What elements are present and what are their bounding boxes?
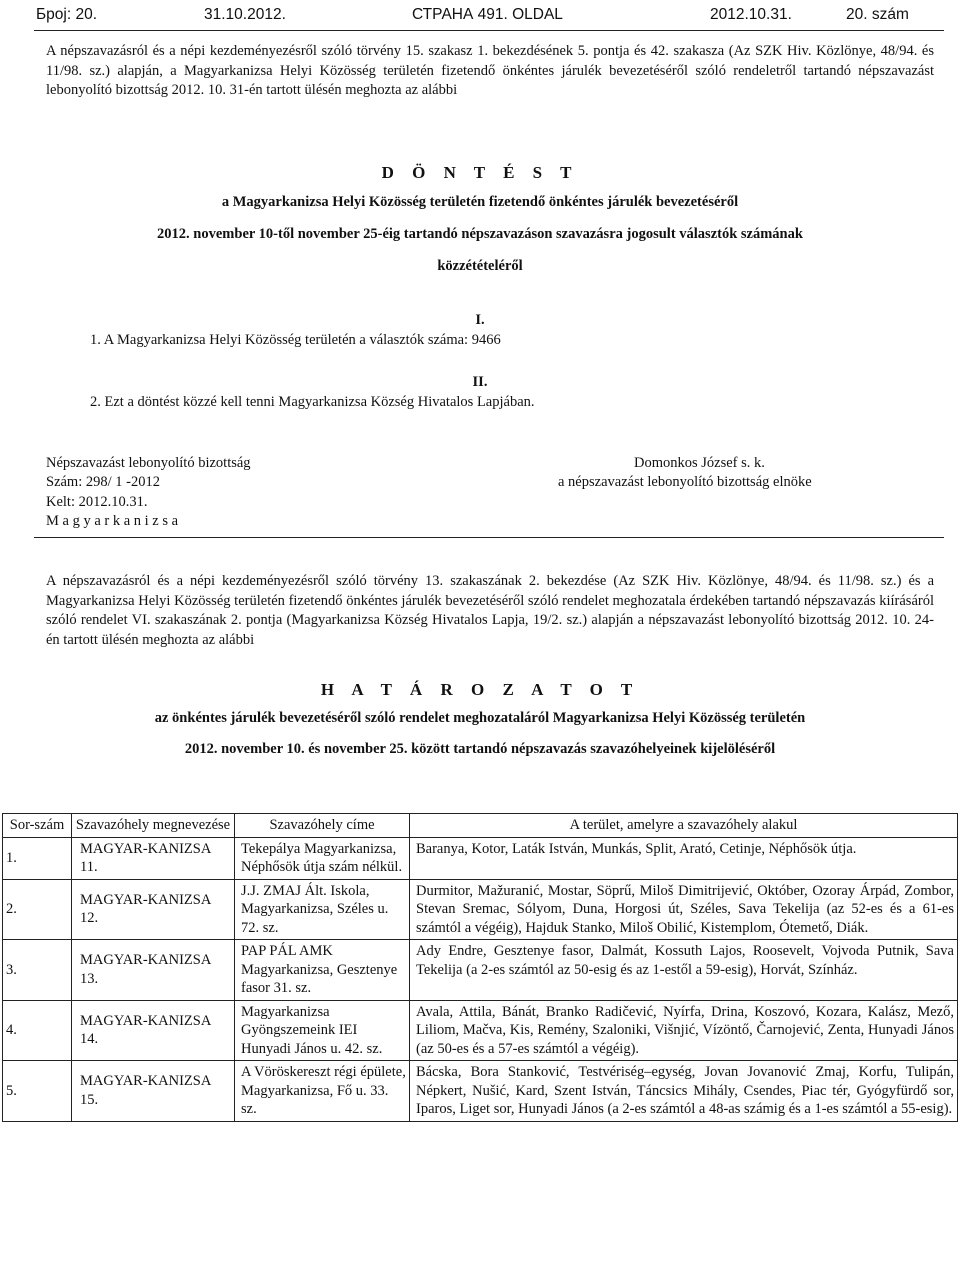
station-address: Magyarkanizsa Gyöngszemeink IEI Hunyadi János u. 42. sz.: [235, 1000, 410, 1061]
station-address: A Vöröskereszt régi épülete, Magyarkanizsa, Fő u. 33. sz.: [235, 1061, 410, 1122]
table-row: [3, 1000, 958, 1061]
resolution-subtitle-1: az önkéntes járulék bevezetéséről szóló rendelet meghozataláról Magyarkanizsa Helyi Közösség területén: [154, 710, 806, 726]
page-header: [34, 0, 944, 31]
table-row: [3, 837, 958, 879]
place-name: M a g y a r k a n i z s a: [46, 513, 179, 529]
station-name: MAGYAR-KANIZSA 15.: [72, 1061, 235, 1122]
section-1-text: 1. A Magyarkanizsa Helyi Közösség területén a választók száma: 9466: [90, 332, 501, 348]
polling-stations-table: [2, 813, 958, 1122]
resolution-intro: A népszavazásról és a népi kezdeményezésről szóló törvény 13. szakaszának 2. bekezdése (Az SZK Hiv. Közlönye, 48/94. és 11/98. sz.) és a Magyarkanizsa Helyi Közösség területén fizetendő önkéntes járulék bevezetéséről szóló rendelet meghozatala érdekében tartandó népszavazás kiírásáról szóló rendelet VI. szakaszának 2. pontja (Magyarkanizsa Község Hivatalos Lapja, 19/2. sz.) alapján a népszavazást lebonyolító bizottság 2012. 10. 24-én tartott ülésén meghozta az alábbi: [46, 573, 934, 648]
row-number: 1.: [3, 837, 72, 879]
station-area: Ady Endre, Gesztenye fasor, Dalmát, Kossuth Lajos, Roosevelt, Vojvoda Putnik, Sava Tekelija (a 2-es számtól az 50-esig és az 1-estől a 59-esig), Horvát, Színház.: [410, 940, 958, 1001]
signer-role: a népszavazást lebonyolító bizottság elnöke: [558, 474, 812, 490]
page-number: СТРАНА 491. OLDAL: [412, 6, 563, 23]
station-area: Avala, Attila, Bánát, Branko Radičević, Nyírfa, Drina, Koszovó, Kozara, Kalász, Mező, Liliom, Mačva, Kis, Remény, Szaloniki, Višnjić, Vízöntő, Čarnojević, Zenta, Hunyadi János (az 50-es és a 57-es számtól a végéig).: [410, 1000, 958, 1061]
section-2-label: II.: [472, 374, 488, 390]
row-number: 4.: [3, 1000, 72, 1061]
document-number: Szám: 298/ 1 -2012: [46, 474, 160, 490]
station-address: Tekepálya Magyarkanizsa, Néphősök útja szám nélkül.: [235, 837, 410, 879]
station-name: MAGYAR-KANIZSA 12.: [72, 879, 235, 940]
row-number: 3.: [3, 940, 72, 1001]
header-station-name: Szavazóhely megnevezése: [72, 814, 235, 838]
station-name: MAGYAR-KANIZSA 11.: [72, 837, 235, 879]
header-station-address: Szavazóhely címe: [235, 814, 410, 838]
table-row: [3, 879, 958, 940]
row-number: 2.: [3, 879, 72, 940]
header-area: A terület, amelyre a szavazóhely alakul: [410, 814, 958, 838]
decision-subtitle-1: a Magyarkanizsa Helyi Közösség területén fizetendő önkéntes járulék bevezetéséről: [221, 194, 739, 210]
issue-number-2: 20. szám: [846, 6, 909, 23]
decision-intro: A népszavazásról és a népi kezdeményezésről szóló törvény 15. szakasz 1. bekezdésének 5. pontja és 42. szakasza (Az SZK Hiv. Közlönye, 48/94. és 11/98. sz.) alapján, a Magyarkanizsa Helyi Közösség területén fizetendő önkéntes járulék bevezetéséről szóló rendeletről tartandó népszavazást lebonyolító bizottság 2012. 10. 31-én tartott ülésén meghozta az alábbi: [46, 43, 934, 98]
station-area: Bácska, Bora Stanković, Testvériség–egység, Jovan Jovanović Zmaj, Korfu, Tulipán, Népkert, Nušić, Kard, Szent István, Táncsics Mihály, Csendes, Piac tér, Gyógyfürdő sor, Iparos, Liget sor, Hunyadi János (a 2-es számtól a 48-as számig és a 1-es számtól a 55-esig).: [410, 1061, 958, 1122]
resolution-subtitle-2: 2012. november 10. és november 25. között tartandó népszavazás szavazóhelyeinek kijelöléséről: [184, 741, 776, 757]
committee-name: Népszavazást lebonyolító bizottság: [46, 455, 251, 471]
document-date: Kelt: 2012.10.31.: [46, 494, 148, 510]
header-date-2: 2012.10.31.: [710, 6, 792, 23]
station-area: Baranya, Kotor, Laták István, Munkás, Split, Arató, Cetinje, Néphősök útja.: [410, 837, 958, 879]
decision-subtitle-2: 2012. november 10-től november 25-éig tartandó népszavazáson szavazásra jogosult választók számának: [157, 226, 803, 242]
table-row: [3, 940, 958, 1001]
issue-number: Број: 20.: [36, 6, 98, 23]
station-address: J.J. ZMAJ Ált. Iskola, Magyarkanizsa, Széles u. 72. sz.: [235, 879, 410, 940]
signer-name: Domonkos József s. k.: [634, 455, 765, 471]
station-name: MAGYAR-KANIZSA 14.: [72, 1000, 235, 1061]
station-area: Durmitor, Mažuranić, Mostar, Söprű, Miloš Dimitrijević, Október, Ozoray Árpád, Zombor, Stevan Sremac, Sólyom, Duna, Horgosi út, Széles, Sava Tekelija (az 52-es és a 61-es számtól a végéig), Hajduk Stanko, Miloš Obilić, Kistemplom, Ótemető, Diák.: [410, 879, 958, 940]
header-number: Sor-szám: [3, 814, 72, 838]
section-1-label: I.: [475, 312, 485, 328]
resolution-title: H A T Á R O Z A T O T: [320, 680, 640, 699]
section-2-text: 2. Ezt a döntést közzé kell tenni Magyarkanizsa Község Hivatalos Lapjában.: [90, 394, 535, 410]
row-number: 5.: [3, 1061, 72, 1122]
header-date: 31.10.2012.: [204, 6, 286, 23]
station-address: PAP PÁL AMK Magyarkanizsa, Gesztenye fasor 31. sz.: [235, 940, 410, 1001]
section-divider: [34, 537, 944, 538]
decision-subtitle-3: közzétételéről: [437, 258, 523, 274]
table-header-row: [3, 814, 958, 838]
decision-title: D Ö N T É S T: [381, 163, 579, 182]
station-name: MAGYAR-KANIZSA 13.: [72, 940, 235, 1001]
table-row: [3, 1061, 958, 1122]
